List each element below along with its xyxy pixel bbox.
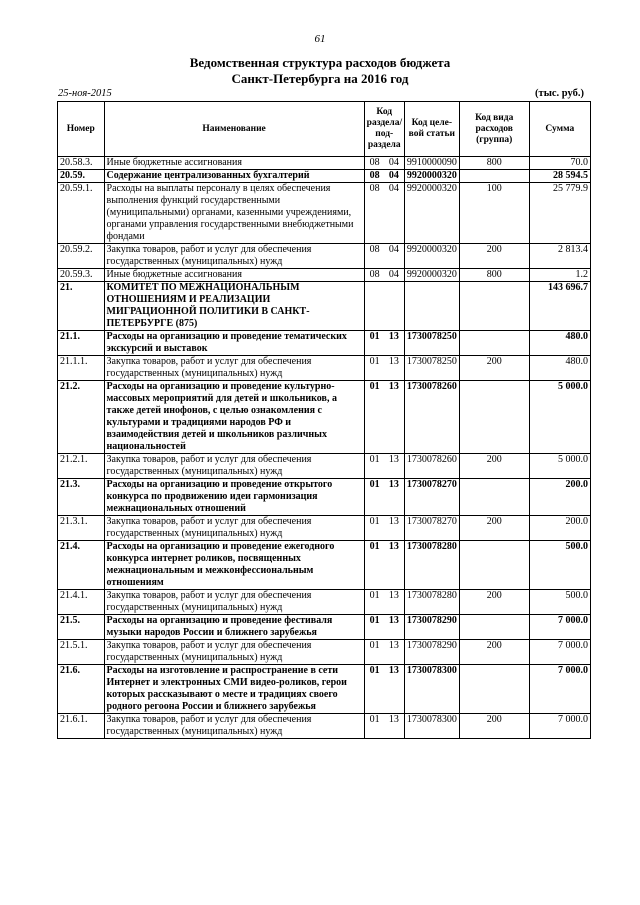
row-section: 01 (369, 615, 380, 626)
row-sum: 500.0 (529, 590, 590, 615)
row-expense-type: 200 (459, 516, 529, 541)
row-number: 21.3. (58, 479, 105, 516)
table-row (58, 454, 591, 479)
row-subsection: 13 (388, 714, 399, 725)
row-section: 01 (369, 714, 380, 725)
row-section-cell (364, 170, 404, 183)
header-section-code: Код раздела/ под-раздела (364, 102, 404, 157)
row-section-cell (364, 590, 404, 615)
row-target-code: 9920000320 (404, 183, 459, 244)
row-number: 21.4. (58, 541, 105, 590)
row-expense-type (459, 331, 529, 356)
row-subsection: 04 (388, 157, 399, 168)
row-expense-type (459, 381, 529, 454)
header-sum: Сумма (529, 102, 590, 157)
title-line-2: Санкт-Петербурга на 2016 год (231, 71, 409, 86)
table-row (58, 269, 591, 282)
row-target-code: 1730078250 (404, 356, 459, 381)
row-name: Закупка товаров, работ и услуг для обеспечения государственных (муниципальных) нужд (104, 640, 364, 665)
row-target-code: 9910000090 (404, 157, 459, 170)
page-number: 61 (314, 33, 326, 45)
row-name: Иные бюджетные ассигнования (104, 269, 364, 282)
row-number: 20.59.2. (58, 244, 105, 269)
row-expense-type: 200 (459, 640, 529, 665)
row-expense-type: 800 (459, 157, 529, 170)
row-section: 01 (369, 516, 380, 527)
row-section: 01 (369, 479, 380, 490)
budget-table (57, 101, 591, 739)
row-sum: 200.0 (529, 479, 590, 516)
row-target-code: 1730078290 (404, 615, 459, 640)
row-sum: 28 594.5 (529, 170, 590, 183)
row-subsection: 13 (388, 541, 399, 552)
row-subsection: 04 (388, 183, 399, 194)
header-expense-type: Код вида расходов (группа) (459, 102, 529, 157)
row-section: 01 (369, 590, 380, 601)
row-name: Закупка товаров, работ и услуг для обеспечения государственных (муниципальных) нужд (104, 356, 364, 381)
row-name: Закупка товаров, работ и услуг для обеспечения государственных (муниципальных) нужд (104, 714, 364, 739)
row-subsection: 13 (388, 381, 399, 392)
header-target-code: Код целе-вой статьи (404, 102, 459, 157)
row-section: 01 (369, 381, 380, 392)
row-number: 20.59.1. (58, 183, 105, 244)
row-subsection: 13 (388, 615, 399, 626)
row-section-cell (364, 183, 404, 244)
row-expense-type: 200 (459, 356, 529, 381)
row-number: 21.2. (58, 381, 105, 454)
row-target-code: 1730078270 (404, 479, 459, 516)
row-number: 20.58.3. (58, 157, 105, 170)
row-sum: 25 779.9 (529, 183, 590, 244)
row-number: 21.2.1. (58, 454, 105, 479)
row-section-cell (364, 381, 404, 454)
row-section: 08 (369, 269, 380, 280)
row-section-cell (364, 269, 404, 282)
row-target-code: 9920000320 (404, 244, 459, 269)
row-section-cell (364, 244, 404, 269)
row-sum: 200.0 (529, 516, 590, 541)
table-row (58, 183, 591, 244)
row-number: 20.59. (58, 170, 105, 183)
table-row (58, 282, 591, 331)
row-section-cell (364, 479, 404, 516)
row-subsection: 04 (388, 170, 399, 181)
row-name: Расходы на организацию и проведение открытого конкурса по продвижению идеи гармонизация межнациональных отношений (104, 479, 364, 516)
row-section: 01 (369, 541, 380, 552)
row-number: 21.5.1. (58, 640, 105, 665)
row-section-cell (364, 640, 404, 665)
row-name: Закупка товаров, работ и услуг для обеспечения государственных (муниципальных) нужд (104, 590, 364, 615)
row-subsection: 13 (388, 331, 399, 342)
row-number: 20.59.3. (58, 269, 105, 282)
row-section-cell (364, 356, 404, 381)
table-row (58, 479, 591, 516)
row-sum: 1.2 (529, 269, 590, 282)
row-sum: 5 000.0 (529, 454, 590, 479)
row-sum: 2 813.4 (529, 244, 590, 269)
row-expense-type: 200 (459, 590, 529, 615)
table-row (58, 356, 591, 381)
row-subsection: 04 (388, 244, 399, 255)
row-name: Расходы на организацию и проведение ежегодного конкурса интернет роликов, посвященных межнациональным и межконфессиональным отношениям (104, 541, 364, 590)
row-subsection: 13 (388, 665, 399, 676)
row-name: Расходы на выплаты персоналу в целях обеспечения выполнения функций государственными (муниципальными) органами, казенными учреждениями, органами управления государственными внебюджетными фондами (104, 183, 364, 244)
page-title (0, 55, 640, 87)
row-expense-type (459, 479, 529, 516)
row-number: 21.6.1. (58, 714, 105, 739)
table-body (58, 157, 591, 739)
header-name: Наименование (104, 102, 364, 157)
row-number: 21.3.1. (58, 516, 105, 541)
row-name: Закупка товаров, работ и услуг для обеспечения государственных (муниципальных) нужд (104, 516, 364, 541)
table-row (58, 541, 591, 590)
row-sum: 7 000.0 (529, 714, 590, 739)
row-subsection: 13 (388, 479, 399, 490)
row-expense-type: 800 (459, 269, 529, 282)
row-section-cell (364, 516, 404, 541)
row-target-code: 1730078300 (404, 665, 459, 714)
row-target-code: 1730078300 (404, 714, 459, 739)
row-section: 08 (369, 183, 380, 194)
row-section-cell (364, 157, 404, 170)
row-name: Расходы на организацию и проведение культурно-массовых мероприятий для детей и школьников, а также детей инофонов, с целью ознакомления с культурами и традициями народов РФ и взаимодействия детей и школьников различных национальностей (104, 381, 364, 454)
row-section-cell (364, 665, 404, 714)
row-number: 21.5. (58, 615, 105, 640)
row-sum: 70.0 (529, 157, 590, 170)
row-target-code: 9920000320 (404, 269, 459, 282)
table-row (58, 590, 591, 615)
row-number: 21.1. (58, 331, 105, 356)
row-number: 21.1.1. (58, 356, 105, 381)
row-name: Расходы на изготовление и распространение в сети Интернет и электронных СМИ видео-роликов, герои которых рассказывают о месте и традициях своего родного регоона России и ближнего зарубежья (104, 665, 364, 714)
row-name: Содержание централизованных бухгалтерий (104, 170, 364, 183)
row-expense-type: 100 (459, 183, 529, 244)
table-row (58, 615, 591, 640)
row-section-cell (364, 714, 404, 739)
row-section-cell (364, 541, 404, 590)
row-subsection: 13 (388, 454, 399, 465)
row-target-code: 9920000320 (404, 170, 459, 183)
row-sum: 7 000.0 (529, 665, 590, 714)
table-row (58, 714, 591, 739)
row-name: Расходы на организацию и проведение фестиваля музыки народов России и ближнего зарубежья (104, 615, 364, 640)
row-name: Иные бюджетные ассигнования (104, 157, 364, 170)
row-name: КОМИТЕТ ПО МЕЖНАЦИОНАЛЬНЫМ ОТНОШЕНИЯМ И РЕАЛИЗАЦИИ МИГРАЦИОННОЙ ПОЛИТИКИ В САНКТ-ПЕТЕРБУРГЕ (875) (104, 282, 364, 331)
row-target-code: 1730078280 (404, 541, 459, 590)
row-expense-type (459, 541, 529, 590)
row-expense-type (459, 615, 529, 640)
row-number: 21.4.1. (58, 590, 105, 615)
table-row (58, 665, 591, 714)
table-row (58, 331, 591, 356)
row-section: 08 (369, 157, 380, 168)
row-section-cell (364, 331, 404, 356)
table-row (58, 170, 591, 183)
table-row (58, 381, 591, 454)
row-expense-type: 200 (459, 244, 529, 269)
header-number: Номер (58, 102, 105, 157)
row-sum: 143 696.7 (529, 282, 590, 331)
row-sum: 480.0 (529, 331, 590, 356)
row-subsection: 13 (388, 516, 399, 527)
row-target-code: 1730078280 (404, 590, 459, 615)
row-expense-type (459, 282, 529, 331)
row-target-code: 1730078290 (404, 640, 459, 665)
row-expense-type (459, 665, 529, 714)
row-sum: 7 000.0 (529, 640, 590, 665)
row-target-code: 1730078260 (404, 454, 459, 479)
table-row (58, 640, 591, 665)
row-subsection: 04 (388, 269, 399, 280)
row-expense-type: 200 (459, 714, 529, 739)
table-header-row (58, 102, 591, 157)
row-sum: 480.0 (529, 356, 590, 381)
row-subsection: 13 (388, 356, 399, 367)
row-sum: 7 000.0 (529, 615, 590, 640)
row-expense-type (459, 170, 529, 183)
row-subsection: 13 (388, 640, 399, 651)
table-row (58, 516, 591, 541)
row-name: Закупка товаров, работ и услуг для обеспечения государственных (муниципальных) нужд (104, 454, 364, 479)
row-section: 01 (369, 331, 380, 342)
row-target-code: 1730078250 (404, 331, 459, 356)
row-subsection: 13 (388, 590, 399, 601)
row-section: 01 (369, 454, 380, 465)
title-line-1: Ведомственная структура расходов бюджета (189, 55, 451, 70)
row-sum: 5 000.0 (529, 381, 590, 454)
units-label: (тыс. руб.) (535, 88, 584, 99)
row-target-code: 1730078270 (404, 516, 459, 541)
row-section-cell (364, 615, 404, 640)
row-number: 21.6. (58, 665, 105, 714)
table-row (58, 244, 591, 269)
row-section: 01 (369, 640, 380, 651)
row-name: Закупка товаров, работ и услуг для обеспечения государственных (муниципальных) нужд (104, 244, 364, 269)
row-sum: 500.0 (529, 541, 590, 590)
table-row (58, 157, 591, 170)
row-target-code (404, 282, 459, 331)
row-section: 08 (369, 244, 380, 255)
row-section-cell (364, 282, 404, 331)
row-section: 01 (369, 356, 380, 367)
row-section: 08 (369, 170, 380, 181)
row-name: Расходы на организацию и проведение тематических экскурсий и выставок (104, 331, 364, 356)
row-expense-type: 200 (459, 454, 529, 479)
row-target-code: 1730078260 (404, 381, 459, 454)
document-date: 25-ноя-2015 (58, 88, 112, 99)
row-section-cell (364, 454, 404, 479)
row-number: 21. (58, 282, 105, 331)
row-section: 01 (369, 665, 380, 676)
